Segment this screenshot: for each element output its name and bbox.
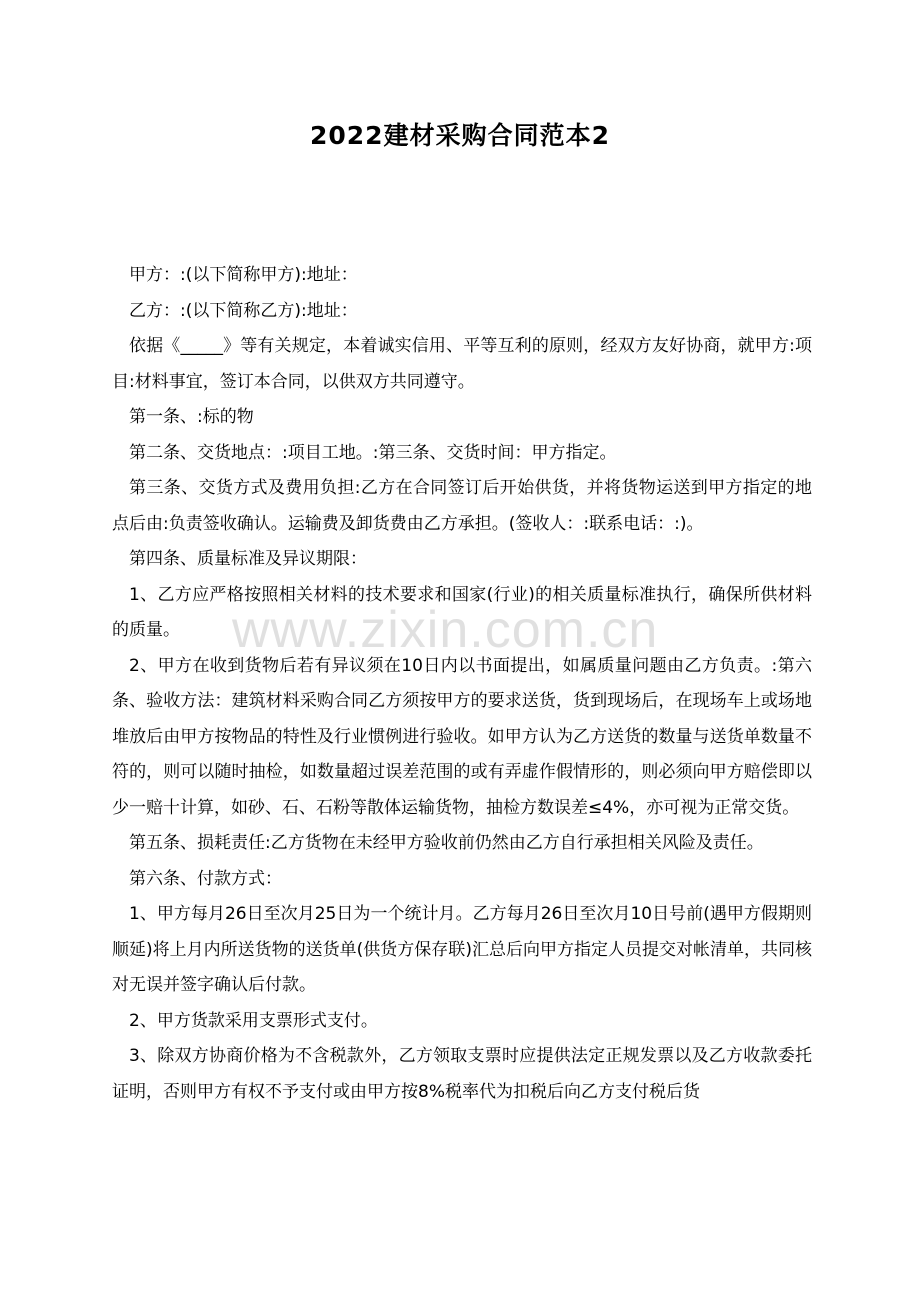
paragraph-article-6-item-3: 3、除双方协商价格为不含税款外，乙方领取支票时应提供法定正规发票以及乙方收款委托证明，否则甲方有权不予支付或由甲方按8%税率代为扣税后向乙方支付税后货	[112, 1046, 812, 1102]
paragraph-party-a: 甲方：:(以下简称甲方):地址：	[129, 265, 358, 285]
paragraph-article-4-item-2: 2、甲方在收到货物后若有异议须在10日内以书面提出，如属质量问题由乙方负责。:第六条、验收方法：建筑材料采购合同乙方须按甲方的要求送货，货到现场后，在现场车上或场地堆放后由甲方按物品的特性及行业惯例进行验收。如甲方认为乙方送货的数量与送货单数量不符的，则可以随时抽检，如数量超过误差范围的或有弄虚作假情形的，则必须向甲方赔偿即以少一赔十计算，如砂、石、石粉等散体运输货物，抽检方数误差≤4%，亦可视为正常交货。	[112, 655, 812, 818]
paragraph-article-2: 第二条、交货地点：:项目工地。:第三条、交货时间：甲方指定。	[129, 442, 617, 463]
paragraph-basis: 依据《_____》等有关规定，本着诚实信用、平等互利的原则，经双方友好协商，就甲方:项目:材料事宜，签订本合同，以供双方共同遵守。	[112, 336, 812, 392]
watermark-text: www.zixin.com.cn	[232, 601, 659, 659]
paragraph-article-1: 第一条、:标的物	[129, 407, 254, 427]
paragraph-article-4: 第四条、质量标准及异议期限：	[129, 549, 367, 569]
paragraph-article-4-item-1: 1、乙方应严格按照相关材料的技术要求和国家(行业)的相关质量标准执行，确保所供材料的质量。	[112, 584, 812, 640]
paragraph-party-b: 乙方：:(以下简称乙方):地址：	[129, 300, 358, 321]
document-title: 2022建材采购合同范本2	[310, 121, 610, 150]
paragraph-article-6: 第六条、付款方式：	[129, 868, 282, 889]
paragraph-article-3: 第三条、交货方式及费用负担:乙方在合同签订后开始供货，并将货物运送到甲方指定的地点后由:负责签收确认。运输费及卸货费由乙方承担。(签收人：:联系电话：:)。	[112, 478, 812, 534]
paragraph-article-5: 第五条、损耗责任:乙方货物在未经甲方验收前仍然由乙方自行承担相关风险及责任。	[129, 833, 764, 853]
document-body	[112, 258, 812, 1110]
paragraph-article-6-item-2: 2、甲方货款采用支票形式支付。	[129, 1010, 378, 1031]
paragraph-article-6-item-1: 1、甲方每月26日至次月25日为一个统计月。乙方每月26日至次月10日号前(遇甲方假期则顺延)将上月内所送货物的送货单(供货方保存联)汇总后向甲方指定人员提交对帐清单，共同核对无误并签字确认后付款。	[112, 904, 812, 995]
